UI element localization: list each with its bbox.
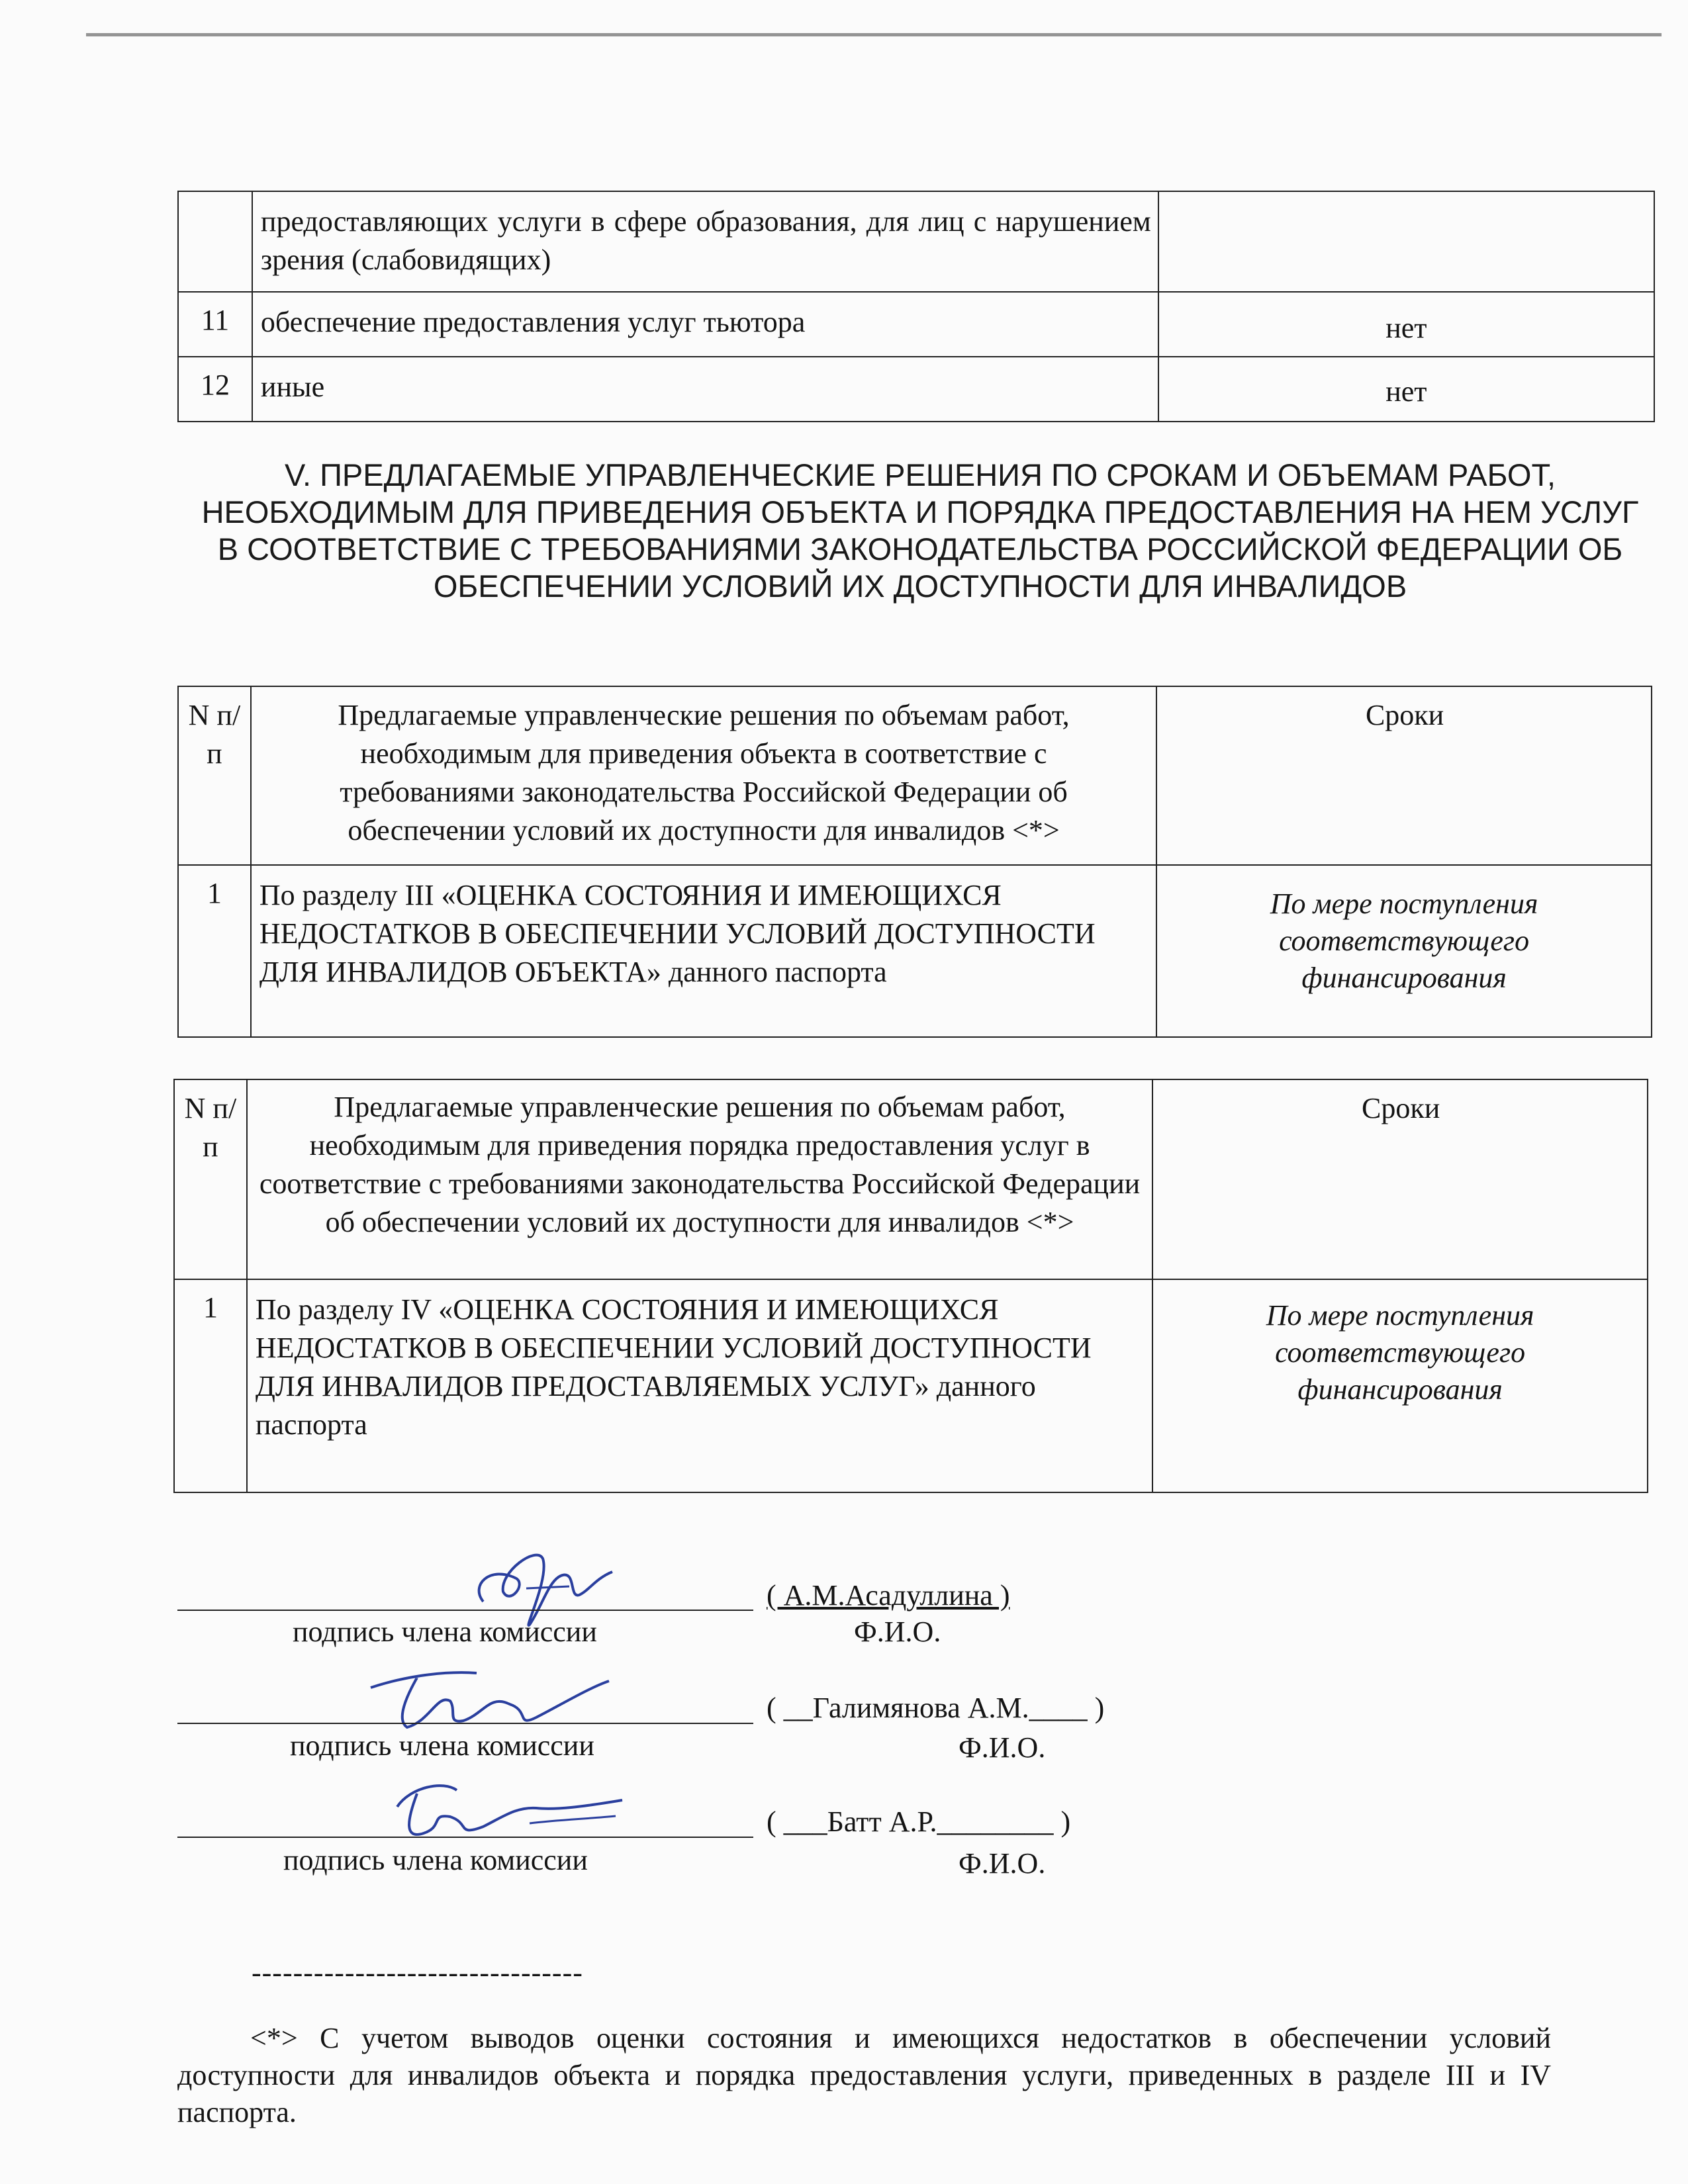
fio-label: Ф.И.О. (854, 1615, 941, 1648)
signature-line (177, 1837, 753, 1838)
table-row (174, 1279, 1648, 1492)
row-number: 12 (178, 357, 252, 422)
signature-caption: подпись члена комиссии (293, 1615, 597, 1648)
header-num: N п/п (178, 686, 251, 865)
row-number (178, 191, 252, 292)
fio-label: Ф.И.О. (959, 1731, 1046, 1764)
header-term: Сроки (1152, 1079, 1648, 1279)
row-text: По разделу III «ОЦЕНКА СОСТОЯНИЯ И ИМЕЮЩИХСЯ НЕДОСТАТКОВ В ОБЕСПЕЧЕНИИ УСЛОВИЙ ДОСТУПНОСТИ ДЛЯ ИНВАЛИДОВ ОБЪЕКТА» данного паспорта (251, 865, 1156, 1037)
accessibility-table-continuation (177, 191, 1655, 422)
member-name: ( __Галимянова А.М.____ ) (767, 1692, 1105, 1724)
services-measures-table (173, 1079, 1648, 1493)
member-name: ( А.М.Асадуллина ) (767, 1579, 1010, 1612)
signature-caption: подпись члена комиссии (290, 1729, 594, 1762)
header-term: Сроки (1156, 686, 1652, 865)
table-row (178, 292, 1654, 357)
row-number: 11 (178, 292, 252, 357)
footnote-separator: -------------------------------- (252, 1956, 583, 1989)
row-value (1158, 191, 1654, 292)
row-value: нет (1158, 292, 1654, 357)
table-row (178, 191, 1654, 292)
table-row (178, 865, 1652, 1037)
member-name: ( ___Батт А.Р.________ ) (767, 1805, 1071, 1838)
row-number: 1 (178, 865, 251, 1037)
row-value: нет (1158, 357, 1654, 422)
footnote-text: <*> С учетом выводов оценки состояния и имеющихся недостатков в обеспечении условий доступности для инвалидов объекта и порядка предоставления услуги, приведенных в разделе III и IV паспорта. (177, 2022, 1551, 2128)
row-text: По разделу IV «ОЦЕНКА СОСТОЯНИЯ И ИМЕЮЩИХСЯ НЕДОСТАТКОВ В ОБЕСПЕЧЕНИИ УСЛОВИЙ ДОСТУПНОСТИ ДЛЯ ИНВАЛИДОВ ПРЕДОСТАВЛЯЕМЫХ УСЛУГ» данного паспорта (247, 1279, 1152, 1492)
object-measures-table (177, 686, 1652, 1038)
header-text: Предлагаемые управленческие решения по объемам работ, необходимым для приведения объекта в соответствие с требованиями законодательства Российской Федерации об обеспечении условий их доступности для инвалидов <*> (251, 686, 1156, 865)
header-num: N п/п (174, 1079, 247, 1279)
table-header-row (174, 1079, 1648, 1279)
fio-label: Ф.И.О. (959, 1847, 1046, 1880)
row-number: 1 (174, 1279, 247, 1492)
table-header-row (178, 686, 1652, 865)
section-v-title: V. ПРЕДЛАГАЕМЫЕ УПРАВЛЕНЧЕСКИЕ РЕШЕНИЯ ПО СРОКАМ И ОБЪЕМАМ РАБОТ, НЕОБХОДИМЫМ ДЛЯ ПРИВЕДЕНИЯ ОБЪЕКТА И ПОРЯДКА ПРЕДОСТАВЛЕНИЯ НА НЕМ УСЛУГ В СООТВЕТСТВИЕ С ТРЕБОВАНИЯМИ ЗАКОНОДАТЕЛЬСТВА РОССИЙСКОЙ ФЕДЕРАЦИИ ОБ ОБЕСПЕЧЕНИИ УСЛОВИЙ ИХ ДОСТУПНОСТИ ДЛЯ ИНВАЛИДОВ (201, 457, 1639, 604)
row-term: По мере поступления соответствующего финансирования (1156, 865, 1652, 1037)
row-text: иные (252, 357, 1158, 422)
header-text: Предлагаемые управленческие решения по объемам работ, необходимым для приведения порядка предоставления услуг в соответствие с требованиями законодательства Российской Федерации об обеспечении условий их доступности для инвалидов <*> (247, 1079, 1152, 1279)
row-text: предоставляющих услуги в сфере образования, для лиц с нарушением зрения (слабовидящих) (252, 191, 1158, 292)
signature-line (177, 1723, 753, 1724)
row-term: По мере поступления соответствующего финансирования (1152, 1279, 1648, 1492)
signature-caption: подпись члена комиссии (283, 1844, 588, 1876)
row-text: обеспечение предоставления услуг тьютора (252, 292, 1158, 357)
handwritten-signature-3 (371, 1760, 635, 1856)
table-row (178, 357, 1654, 422)
scan-edge-line (86, 33, 1662, 36)
signature-line (177, 1610, 753, 1611)
